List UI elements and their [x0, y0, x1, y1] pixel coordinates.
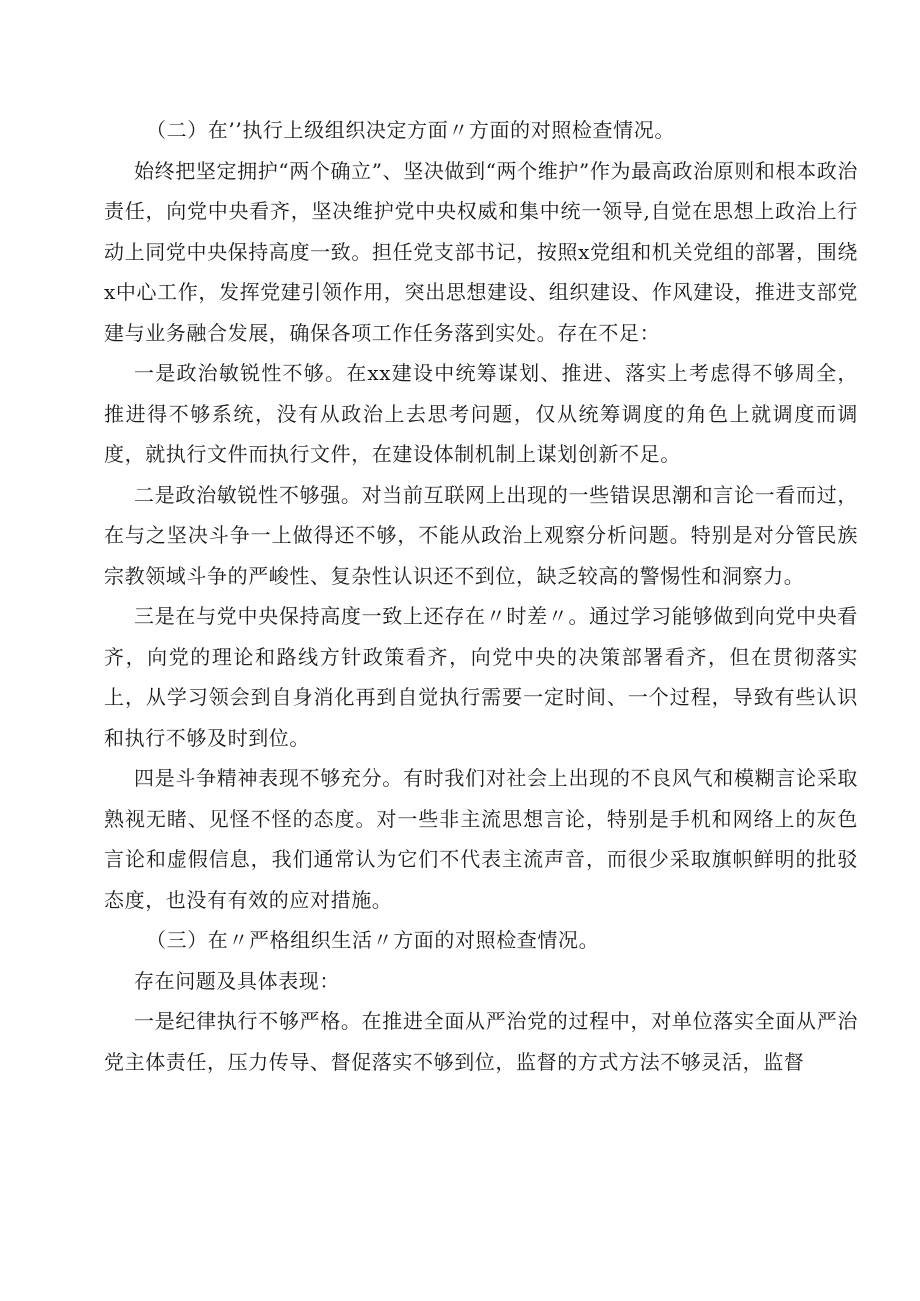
section-heading-2: （二）在’’执行上级组织决定方面〃方面的对照检查情况。: [146, 118, 675, 142]
paragraph-loyalty-overview: 始终把坚定拥护“两个确立”、坚决做到“两个维护”作为最高政治原则和根本政治责任，向党中央看齐，坚决维护党中央权威和集中统一领导,自觉在思想上政治上行动上同党中央保持高度一致。担任党支部书记，按照x党组和机关党组的部署，围绕x中心工作，发挥党建引领作用，突出思想建设、组织建设、作风建设，推进支部党建与业务融合发展，确保各项工作任务落到实处。存在不足：: [104, 158, 858, 345]
paragraph-issue-4: 四是斗争精神表现不够充分。有时我们对社会上出现的不良风气和模糊言论采取熟视无睹、见怪不怪的态度。对一些非主流思想言论，特别是手机和网络上的灰色言论和虚假信息，我们通常认为它们不代表主流声音，而很少采取旗帜鲜明的批驳态度，也没有有效的应对措施。: [104, 766, 858, 912]
paragraph-issue-2: 二是政治敏锐性不够强。对当前互联网上出现的一些错误思潮和言论一看而过，在与之坚决斗争一上做得还不够，不能从政治上观察分析问题。特别是对分管民族宗教领域斗争的严峻性、复杂性认识还不到位，缺乏较高的警惕性和洞察力。: [104, 482, 858, 588]
section-heading-3: （三）在〃严格组织生活〃方面的对照检查情况。: [146, 928, 600, 952]
paragraph-issue-3: 三是在与党中央保持高度一致上还存在〃时差〃。通过学习能够做到向党中央看齐，向党的理论和路线方针政策看齐，向党中央的决策部署看齐，但在贯彻落实上，从学习领会到自身消化再到自觉执行需要一定时间、一个过程，导致有些认识和执行不够及时到位。: [104, 604, 858, 750]
paragraph-problems-intro: 存在问题及具体表现：: [134, 968, 340, 993]
paragraph-discipline-issue: 一是纪律执行不够严格。在推进全面从严治党的过程中，对单位落实全面从严治党主体责任，压力传导、督促落实不够到位，监督的方式方法不够灵活，监督: [104, 1009, 858, 1074]
paragraph-issue-1: 一是政治敏锐性不够。在xx建设中统筹谋划、推进、落实上考虑得不够周全，推进得不够系统，没有从政治上去思考问题，仅从统筹调度的角色上就调度而调度，就执行文件而执行文件，在建设体制机制上谋划创新不足。: [104, 361, 858, 466]
document-body: [104, 110, 858, 1082]
